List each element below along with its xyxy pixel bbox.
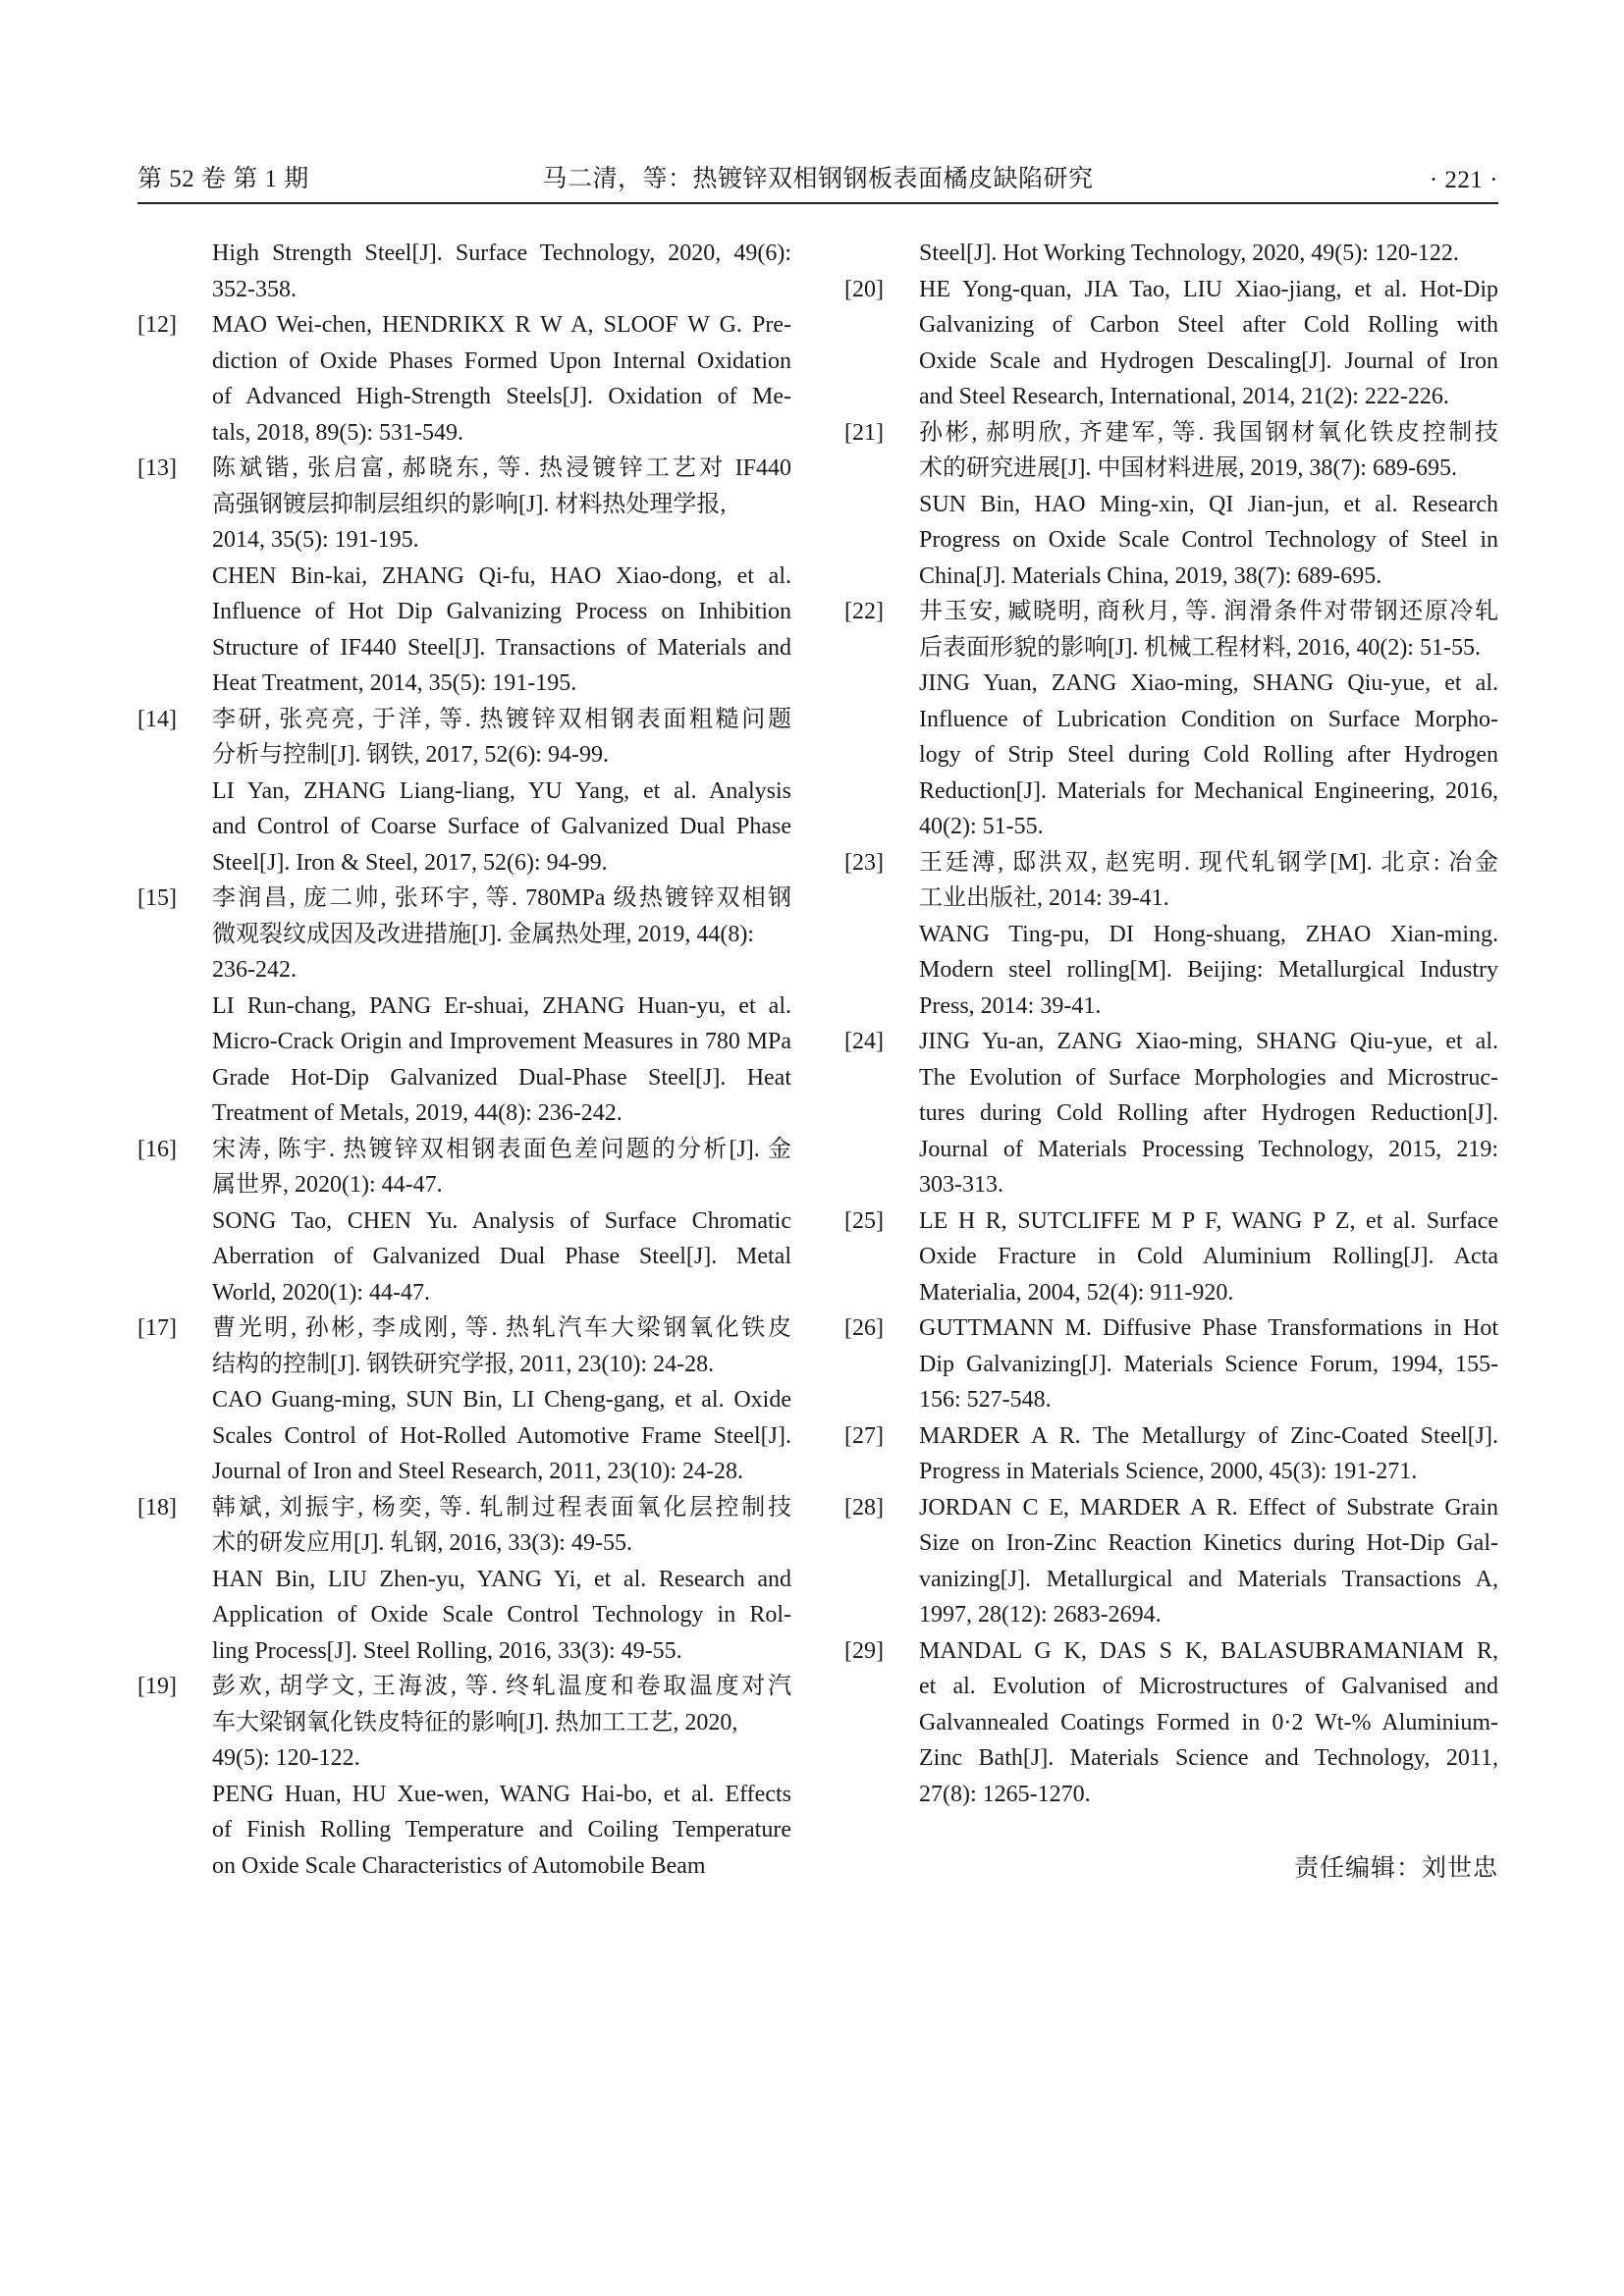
reference-line: vanizing[J]. Metallurgical and Materials Transactions A, [919,1566,1498,1592]
reference-line: of Finish Rolling Temperature and Coiling Temperature [212,1817,791,1842]
reference-line: 孙彬, 郝明欣, 齐建军, 等. 我国钢材氧化铁皮控制技 [919,419,1498,446]
volume-issue: 第 52 卷 第 1 期 [137,166,309,192]
reference-number: [25] [844,1207,884,1234]
reference-line: 李润昌, 庞二帅, 张环宇, 等. 780MPa 级热镀锌双相钢 [212,885,791,911]
reference-entry [844,1203,1498,1311]
reference-line: 曹光明, 孙彬, 李成刚, 等. 热轧汽车大梁钢氧化铁皮 [212,1315,791,1341]
reference-line: diction of Oxide Phases Formed Upon Internal Oxidation [212,347,791,374]
reference-line: 李研, 张亮亮, 于洋, 等. 热镀锌双相钢表面粗糙问题 [212,706,791,732]
reference-line: 王廷溥, 邸洪双, 赵宪明. 现代轧钢学[M]. 北京: 冶金 [919,849,1498,876]
reference-line: Grade Hot-Dip Galvanized Dual-Phase Steel[J]. Heat [212,1064,791,1091]
reference-line: 陈斌锴, 张启富, 郝晓东, 等. 热浸镀锌工艺对 IF440 [212,455,791,481]
reference-number: [18] [137,1494,177,1521]
reference-line: 工业出版社, 2014: 39-41. [919,885,1169,911]
reference-line: Micro-Crack Origin and Improvement Measures in 780 MPa [212,1029,791,1054]
reference-line: 40(2): 51-55. [919,814,1044,839]
reference-line: 术的研发应用[J]. 轧钢, 2016, 33(3): 49-55. [212,1530,632,1556]
reference-line: and Control of Coarse Surface of Galvanized Dual Phase [212,814,791,839]
reference-entry [844,594,1498,845]
reference-number: [17] [137,1315,177,1341]
reference-continuation [919,236,1498,272]
reference-number: [21] [844,419,884,446]
reference-entry [844,1490,1498,1633]
reference-line: Aberration of Galvanized Dual Phase Steel[J]. Metal [212,1244,791,1269]
reference-line: Application of Oxide Scale Control Technology in Rol- [212,1602,791,1628]
reference-line: 分析与控制[J]. 钢铁, 2017, 52(6): 94-99. [212,742,609,768]
reference-line: 彭欢, 胡学文, 王海波, 等. 终轧温度和卷取温度对汽 [212,1674,791,1699]
reference-line: LI Run-chang, PANG Er-shuai, ZHANG Huan-yu, et al. [212,992,791,1019]
reference-text [212,1310,791,1490]
reference-line: Heat Treatment, 2014, 35(5): 191-195. [212,670,577,696]
reference-line: Reduction[J]. Materials for Mechanical Engineering, 2016, [919,777,1498,804]
reference-line: China[J]. Materials China, 2019, 38(7): 689-695. [919,562,1382,589]
reference-text [212,1669,791,1884]
reference-number: [26] [844,1315,884,1341]
reference-line: Oxide Scale and Hydrogen Descaling[J]. Journal of Iron [919,347,1498,374]
reference-line: Influence of Lubrication Condition on Surface Morpho- [919,706,1498,732]
reference-line: SONG Tao, CHEN Yu. Analysis of Surface Chromatic [212,1207,791,1234]
reference-line: Press, 2014: 39-41. [919,992,1102,1019]
reference-text [919,1310,1498,1418]
reference-entry [137,451,791,702]
reference-line: Journal of Iron and Steel Research, 2011, 23(10): 24-28. [212,1459,743,1484]
reference-number: [14] [137,706,177,732]
reference-entry [137,1310,791,1490]
reference-line: 宋涛, 陈宇. 热镀锌双相钢表面色差问题的分析[J]. 金 [212,1136,791,1162]
reference-line: Modern steel rolling[M]. Beijing: Metallurgical Industry [919,957,1498,983]
reference-line: 结构的控制[J]. 钢铁研究学报, 2011, 23(10): 24-28. [212,1351,715,1377]
page-number: · 221 · [1429,167,1498,193]
reference-number: [16] [137,1136,177,1162]
reference-text [212,702,791,881]
reference-entry [844,1633,1498,1813]
reference-line: 井玉安, 臧晓明, 商秋月, 等. 润滑条件对带钢还原冷轧 [919,599,1498,624]
reference-number: [22] [844,599,884,624]
reference-line: Scales Control of Hot-Rolled Automotive Frame Steel[J]. [212,1422,791,1449]
left-column [137,236,791,1884]
reference-line: 236-242. [212,957,297,983]
responsible-editor: 责任编辑：刘世忠 [1293,1855,1498,1882]
reference-text [212,1490,791,1670]
reference-line: Dip Galvanizing[J]. Materials Science Forum, 1994, 155- [919,1351,1498,1377]
reference-line: of Advanced High-Strength Steels[J]. Oxidation of Me- [212,384,791,409]
reference-line: LE H R, SUTCLIFFE M P F, WANG P Z, et al. Surface [919,1207,1498,1234]
reference-text [919,1418,1498,1490]
reference-line: 156: 527-548. [919,1387,1052,1413]
reference-line: GUTTMANN M. Diffusive Phase Transformations in Hot [919,1315,1498,1341]
reference-line: Galvannealed Coatings Formed in 0·2 Wt-% Aluminium- [919,1709,1498,1735]
reference-line: Journal of Materials Processing Technology, 2015, 219: [919,1136,1498,1162]
reference-line: 术的研究进展[J]. 中国材料进展, 2019, 38(7): 689-695. [919,455,1457,481]
reference-entry [137,702,791,881]
reference-line: HE Yong-quan, JIA Tao, LIU Xiao-jiang, et al. Hot-Dip [919,276,1498,302]
reference-number: [23] [844,849,884,876]
reference-line: SUN Bin, HAO Ming-xin, QI Jian-jun, et al. Research [919,491,1498,517]
running-title: 马二清，等：热镀锌双相钢钢板表面橘皮缺陷研究 [542,166,1094,192]
reference-line: WANG Ting-pu, DI Hong-shuang, ZHAO Xian-ming. [919,921,1498,947]
reference-number: [15] [137,885,177,911]
running-header [137,155,1498,198]
reference-entry [844,1310,1498,1418]
reference-line: on Oxide Scale Characteristics of Automobile Beam [212,1852,706,1879]
reference-line: tals, 2018, 89(5): 531-549. [212,419,463,446]
reference-entry [137,1669,791,1884]
reference-line: Progress on Oxide Scale Control Technology of Steel in [919,527,1498,553]
reference-text [919,1633,1498,1813]
reference-text [212,307,791,451]
reference-line: Oxide Fracture in Cold Aluminium Rolling[J]. Acta [919,1244,1498,1269]
reference-entry [137,307,791,451]
reference-text [919,272,1498,415]
reference-line: JING Yu-an, ZANG Xiao-ming, SHANG Qiu-yue, et al. [919,1029,1498,1054]
reference-line: and Steel Research, International, 2014, 21(2): 222-226. [919,384,1449,409]
reference-line: Influence of Hot Dip Galvanizing Process on Inhibition [212,599,791,624]
reference-line: Size on Iron-Zinc Reaction Kinetics during Hot-Dip Gal- [919,1530,1498,1556]
reference-number: [19] [137,1674,177,1699]
reference-number: [28] [844,1494,884,1521]
reference-line: 303-313. [919,1172,1003,1198]
reference-text [919,1024,1498,1203]
reference-number: [13] [137,455,177,481]
reference-line: 属世界, 2020(1): 44-47. [212,1172,443,1198]
reference-line: 352-358. [212,276,297,302]
reference-line: HAN Bin, LIU Zhen-yu, YANG Yi, et al. Research and [212,1566,791,1592]
reference-line: 1997, 28(12): 2683-2694. [919,1602,1162,1628]
reference-text [919,1203,1498,1311]
reference-line: 车大梁钢氧化铁皮特征的影响[J]. 热加工工艺, 2020, [212,1709,738,1735]
reference-line: et al. Evolution of Microstructures of Galvanised and [919,1674,1498,1699]
reference-line: JORDAN C E, MARDER A R. Effect of Substrate Grain [919,1494,1498,1521]
reference-text [919,415,1498,595]
reference-line: 韩斌, 刘振宇, 杨奕, 等. 轧制过程表面氧化层控制技 [212,1494,791,1521]
reference-text [919,1490,1498,1633]
header-rule [137,202,1498,204]
reference-entry [844,1418,1498,1490]
reference-line: Zinc Bath[J]. Materials Science and Technology, 2011, [919,1745,1498,1771]
reference-entry [137,881,791,1132]
reference-line: Materialia, 2004, 52(4): 911-920. [919,1279,1234,1306]
reference-line: MAO Wei-chen, HENDRIKX R W A, SLOOF W G. Pre- [212,312,791,338]
reference-line: ling Process[J]. Steel Rolling, 2016, 33(3): 49-55. [212,1637,682,1664]
reference-line: MARDER A R. The Metallurgy of Zinc-Coated Steel[J]. [919,1422,1498,1449]
reference-entry [844,845,1498,1025]
reference-line: PENG Huan, HU Xue-wen, WANG Hai-bo, et al. Effects [212,1781,791,1807]
reference-line: Structure of IF440 Steel[J]. Transactions of Materials and [212,634,791,661]
reference-number: [29] [844,1637,884,1664]
reference-line: 后表面形貌的影响[J]. 机械工程材料, 2016, 40(2): 51-55. [919,634,1481,661]
reference-line: logy of Strip Steel during Cold Rolling after Hydrogen [919,742,1498,768]
reference-line: Steel[J]. Hot Working Technology, 2020, 49(5): 120-122. [919,240,1459,266]
reference-line: 2014, 35(5): 191-195. [212,527,419,553]
reference-line: High Strength Steel[J]. Surface Technology, 2020, 49(6): [212,240,791,266]
reference-text [212,1132,791,1311]
reference-continuation [212,236,791,307]
reference-number: [24] [844,1029,884,1054]
reference-line: MANDAL G K, DAS S K, BALASUBRAMANIAM R, [919,1637,1498,1664]
reference-line: Steel[J]. Iron & Steel, 2017, 52(6): 94-99. [212,849,608,876]
reference-text [919,845,1498,1025]
reference-line: Treatment of Metals, 2019, 44(8): 236-242. [212,1100,623,1126]
reference-line: CAO Guang-ming, SUN Bin, LI Cheng-gang, et al. Oxide [212,1387,791,1413]
reference-entry [137,1490,791,1670]
reference-line: JING Yuan, ZANG Xiao-ming, SHANG Qiu-yue, et al. [919,670,1498,696]
reference-number: [12] [137,312,177,338]
reference-line: 微观裂纹成因及改进措施[J]. 金属热处理, 2019, 44(8): [212,921,754,947]
reference-entry [844,415,1498,595]
reference-entry [137,1132,791,1311]
reference-line: 27(8): 1265-1270. [919,1781,1091,1807]
reference-line: The Evolution of Surface Morphologies and Microstruc- [919,1064,1498,1091]
reference-entry [844,272,1498,415]
reference-number: [27] [844,1422,884,1449]
reference-text [212,881,791,1132]
reference-line: World, 2020(1): 44-47. [212,1279,431,1306]
reference-line: Progress in Materials Science, 2000, 45(3): 191-271. [919,1459,1418,1484]
reference-text [919,594,1498,845]
reference-line: 高强钢镀层抑制层组织的影响[J]. 材料热处理学报, [212,491,727,517]
reference-entry [844,1024,1498,1203]
reference-line: CHEN Bin-kai, ZHANG Qi-fu, HAO Xiao-dong, et al. [212,562,791,589]
reference-number: [20] [844,276,884,302]
reference-line: LI Yan, ZHANG Liang-liang, YU Yang, et al. Analysis [212,777,791,804]
reference-line: Galvanizing of Carbon Steel after Cold Rolling with [919,312,1498,338]
reference-line: tures during Cold Rolling after Hydrogen Reduction[J]. [919,1100,1498,1126]
reference-line: 49(5): 120-122. [212,1745,360,1771]
reference-text [212,451,791,702]
right-column [844,236,1498,1812]
